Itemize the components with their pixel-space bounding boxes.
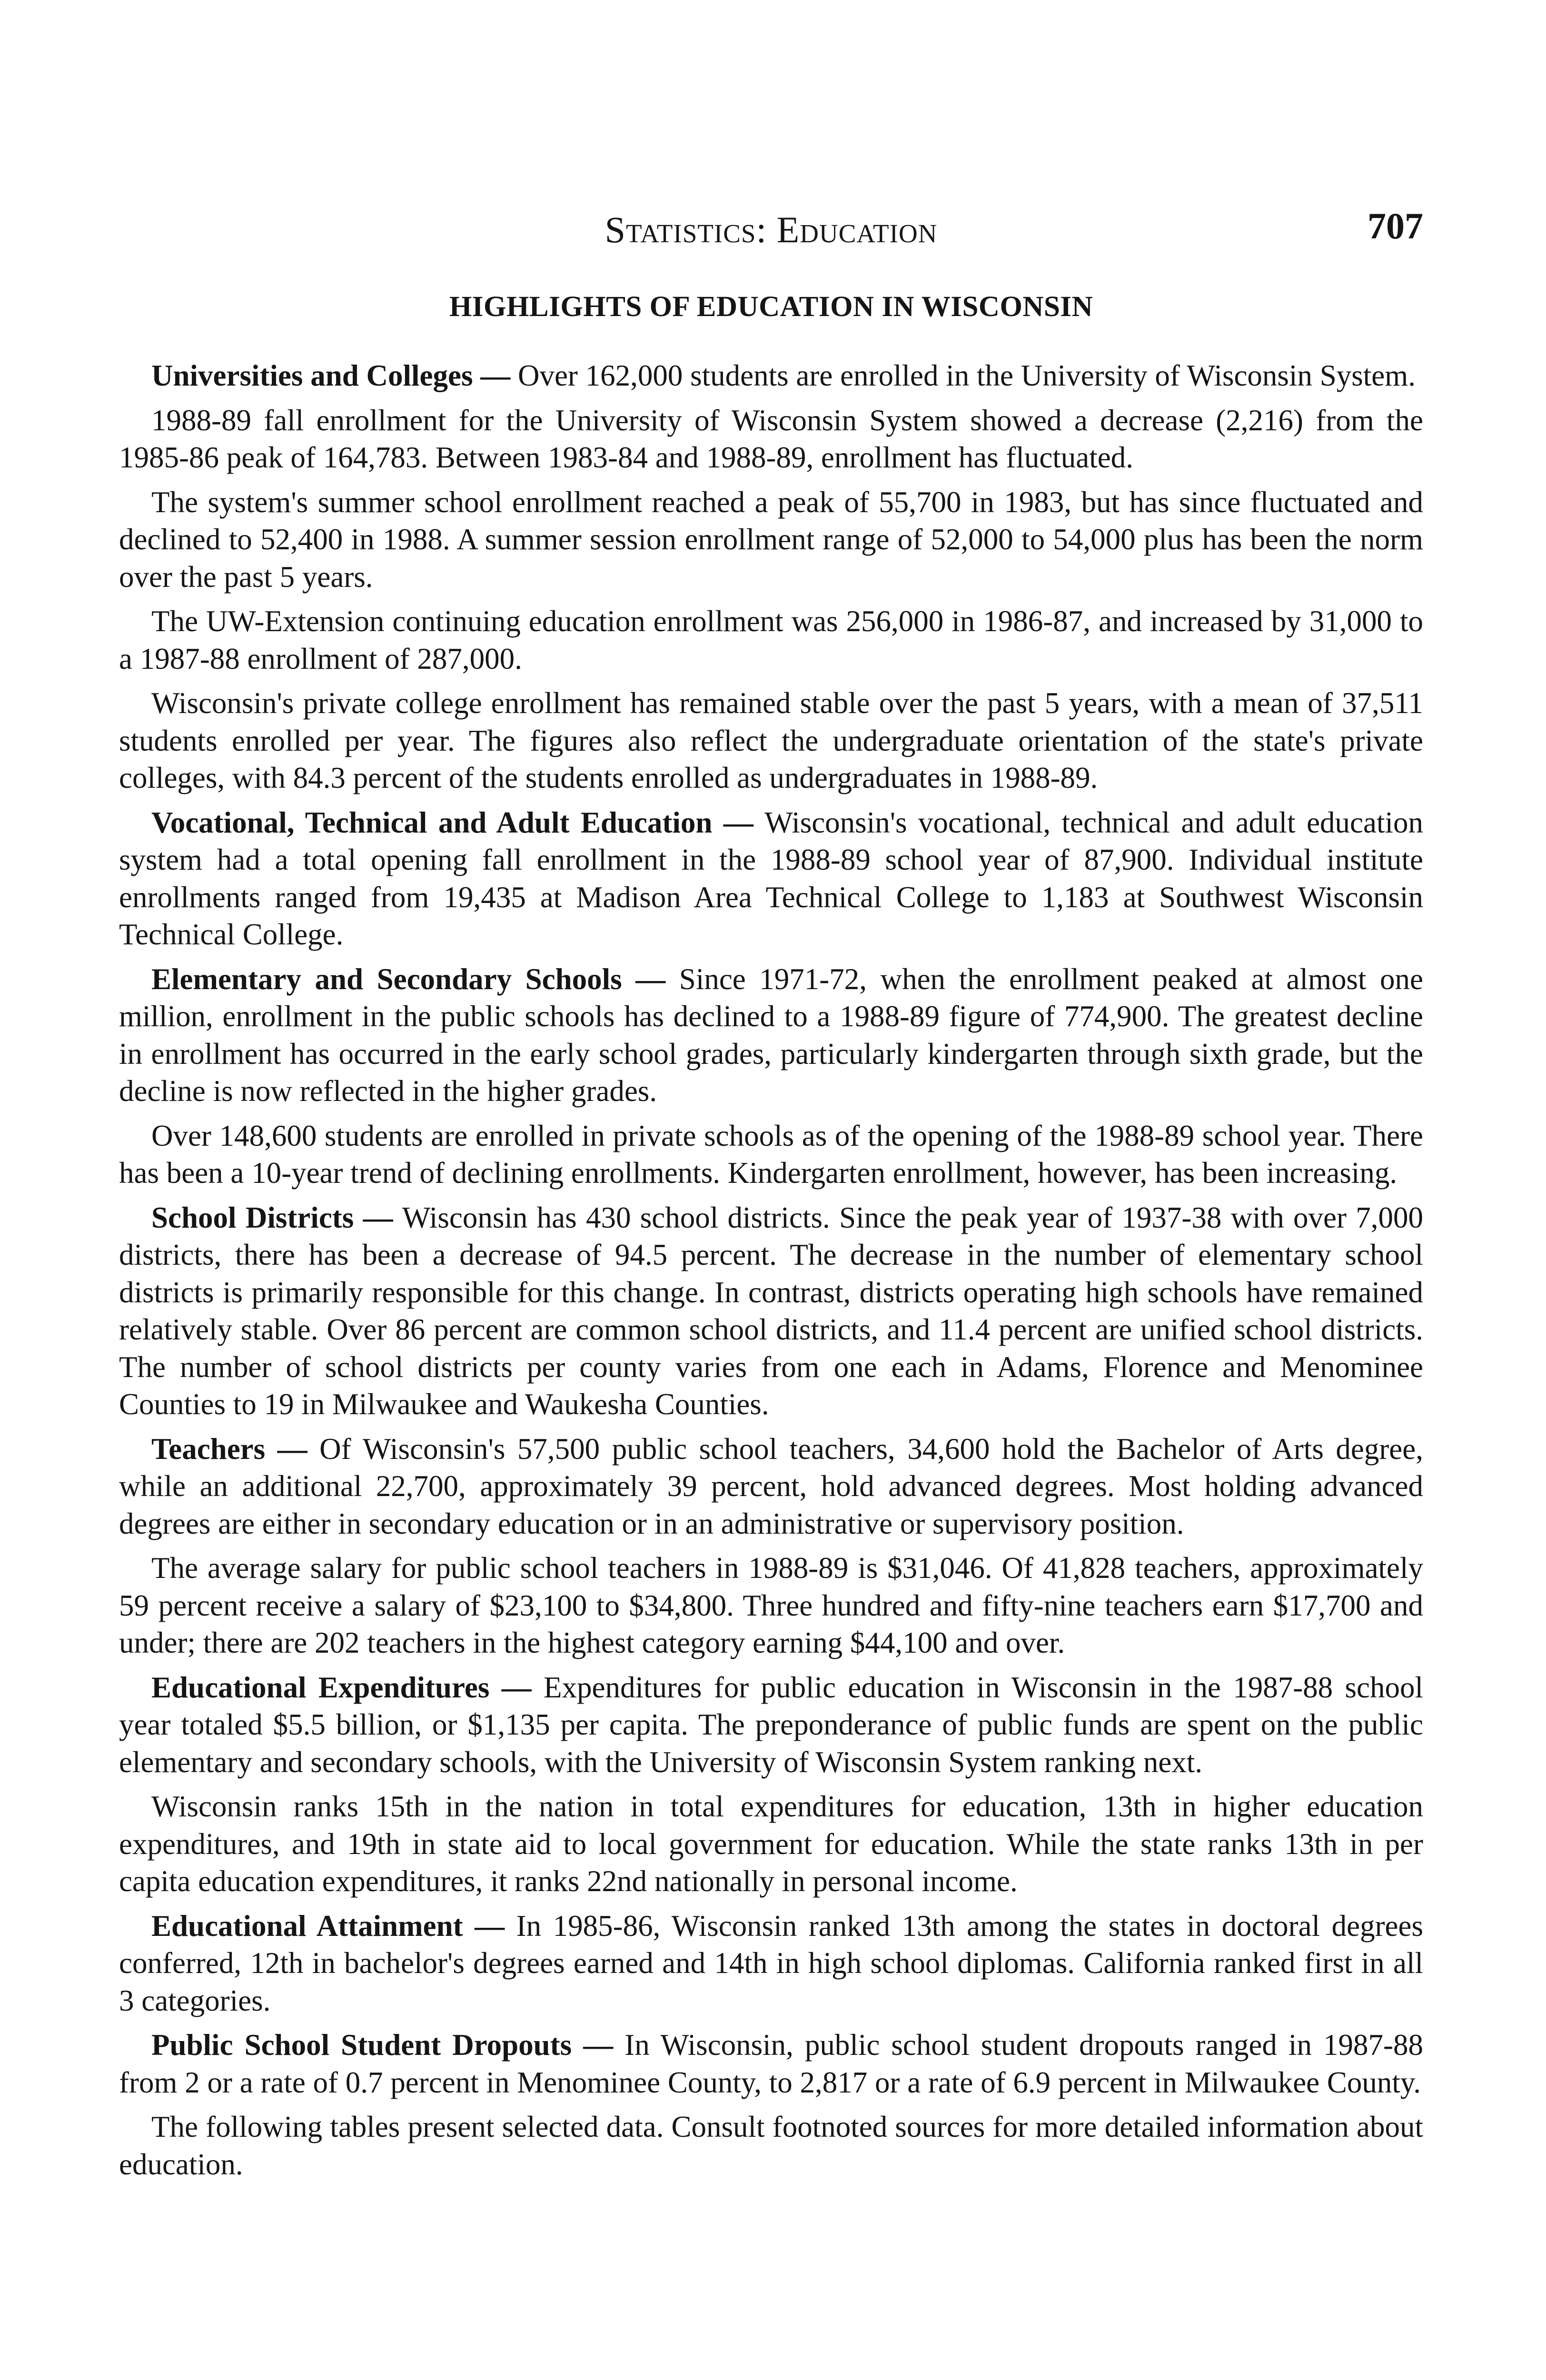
paragraph xyxy=(119,357,1423,395)
paragraph-text: Of Wisconsin's 57,500 public school teachers, 34,600 hold the Bachelor of Arts degree, while an additional 22,700, approximately 39 percent, hold advanced degrees. Most holding advanced degrees are either in secondary education or in an administrative or supervisory position. xyxy=(119,1432,1423,1540)
paragraph-lead: School Districts — xyxy=(151,1200,402,1234)
paragraph-lead: Elementary and Secondary Schools — xyxy=(151,962,679,996)
paragraph-text: The UW-Extension continuing education enrollment was 256,000 in 1986-87, and increased by 31,000 to a 1987-88 enrollment of 287,000. xyxy=(119,605,1423,675)
paragraph-text: In Wisconsin, public school student dropouts ranged in 1987-88 from 2 or a rate of 0.7 percent in Menominee County, to 2,817 or a rate of 6.9 percent in Milwaukee County. xyxy=(119,2028,1423,2099)
paragraph-text: Expenditures for public education in Wisconsin in the 1987-88 school year totaled $5.5 billion, or $1,135 per capita. The preponderance of public funds are spent on the public elementary and secondary schools, with the University of Wisconsin System ranking next. xyxy=(119,1670,1423,1779)
paragraph-lead: Public School Student Dropouts — xyxy=(151,2028,625,2062)
body-text xyxy=(119,357,1423,2183)
paragraph-text: Since 1971-72, when the enrollment peaked at almost one million, enrollment in the public schools has declined to a 1988-89 figure of 774,900. The greatest decline in enrollment has occurred in the early school grades, particularly kindergarten through sixth grade, but the decline is now reflected in the higher grades. xyxy=(119,962,1423,1108)
paragraph-lead: Educational Expenditures — xyxy=(151,1670,544,1704)
paragraph-lead: Vocational, Technical and Adult Education — xyxy=(151,805,765,839)
paragraph xyxy=(119,2026,1423,2101)
running-title: Statistics: Education xyxy=(605,209,938,250)
paragraph-text: Wisconsin's vocational, technical and adult education system had a total opening fall enrollment in the 1988-89 school year of 87,900. Individual institute enrollments ranged from 19,435 at Madison Area Technical College to 1,183 at Southwest Wisconsin Technical College. xyxy=(119,805,1423,951)
paragraph xyxy=(119,603,1423,677)
paragraph-text: The average salary for public school teachers in 1988-89 is $31,046. Of 41,828 teachers, approximately 59 percent receive a salary of $23,100 to $34,800. Three hundred and fifty-nine teachers earn $17,700 and under; there are 202 teachers in the highest category earning $44,100 and over. xyxy=(119,1551,1423,1659)
page-number: 707 xyxy=(1368,205,1423,247)
paragraph xyxy=(119,1549,1423,1662)
paragraph xyxy=(119,1669,1423,1781)
paragraph-lead: Educational Attainment — xyxy=(151,1909,516,1943)
running-header xyxy=(119,205,1423,262)
paragraph xyxy=(119,804,1423,953)
closing-note: The following tables present selected data. Consult footnoted sources for more detailed information about education. xyxy=(119,2110,1423,2181)
paragraph-text: Over 162,000 students are enrolled in the University of Wisconsin System. xyxy=(517,359,1416,392)
paragraph-text: Wisconsin ranks 15th in the nation in total expenditures for education, 13th in higher education expenditures, and 19th in state aid to local government for education. While the state ranks 13th in per capita education expenditures, it ranks 22nd nationally in personal income. xyxy=(119,1790,1423,1898)
paragraph-text: In 1985-86, Wisconsin ranked 13th among the states in doctoral degrees conferred, 12th in bachelor's degrees earned and 14th in high school diplomas. California ranked first in all 3 categories. xyxy=(119,1909,1423,2017)
paragraph-lead: Universities and Colleges — xyxy=(151,359,518,392)
document-page xyxy=(119,205,1423,2183)
paragraph-text: Over 148,600 students are enrolled in private schools as of the opening of the 1988-89 school year. There has been a 10-year trend of declining enrollments. Kindergarten enrollment, however, has been increasing. xyxy=(119,1119,1423,1190)
paragraph xyxy=(119,1788,1423,1900)
paragraph-text: Wisconsin's private college enrollment has remained stable over the past 5 years, with a mean of 37,511 students enrolled per year. The figures also reflect the undergraduate orientation of the state's private colleges, with 84.3 percent of the students enrolled as undergraduates in 1988-89. xyxy=(119,686,1423,794)
paragraph-lead: Teachers — xyxy=(151,1432,320,1466)
section-heading: HIGHLIGHTS OF EDUCATION IN WISCONSIN xyxy=(449,291,1093,323)
paragraph xyxy=(119,1117,1423,1192)
paragraph xyxy=(119,1199,1423,1423)
paragraph xyxy=(119,1430,1423,1543)
paragraph-text: Wisconsin has 430 school districts. Since the peak year of 1937-38 with over 7,000 districts, there has been a decrease of 94.5 percent. The decrease in the number of elementary school districts is primarily responsible for this change. In contrast, districts operating high schools have remained relatively stable. Over 86 percent are common school districts, and 11.4 percent are unified school districts. The number of school districts per county varies from one each in Adams, Florence and Menominee Counties to 19 in Milwaukee and Waukesha Counties. xyxy=(119,1200,1424,1421)
paragraph xyxy=(119,402,1423,476)
paragraph xyxy=(119,684,1423,797)
paragraph xyxy=(119,1907,1423,2020)
paragraph-text: 1988-89 fall enrollment for the University of Wisconsin System showed a decrease (2,216) from the 1985-86 peak of 164,783. Between 1983-84 and 1988-89, enrollment has fluctuated. xyxy=(119,403,1423,474)
paragraph xyxy=(119,961,1423,1110)
paragraph xyxy=(119,484,1423,596)
paragraph-text: The system's summer school enrollment reached a peak of 55,700 in 1983, but has since fluctuated and declined to 52,400 in 1988. A summer session enrollment range of 52,000 to 54,000 plus has been the norm over the past 5 years. xyxy=(119,485,1423,594)
